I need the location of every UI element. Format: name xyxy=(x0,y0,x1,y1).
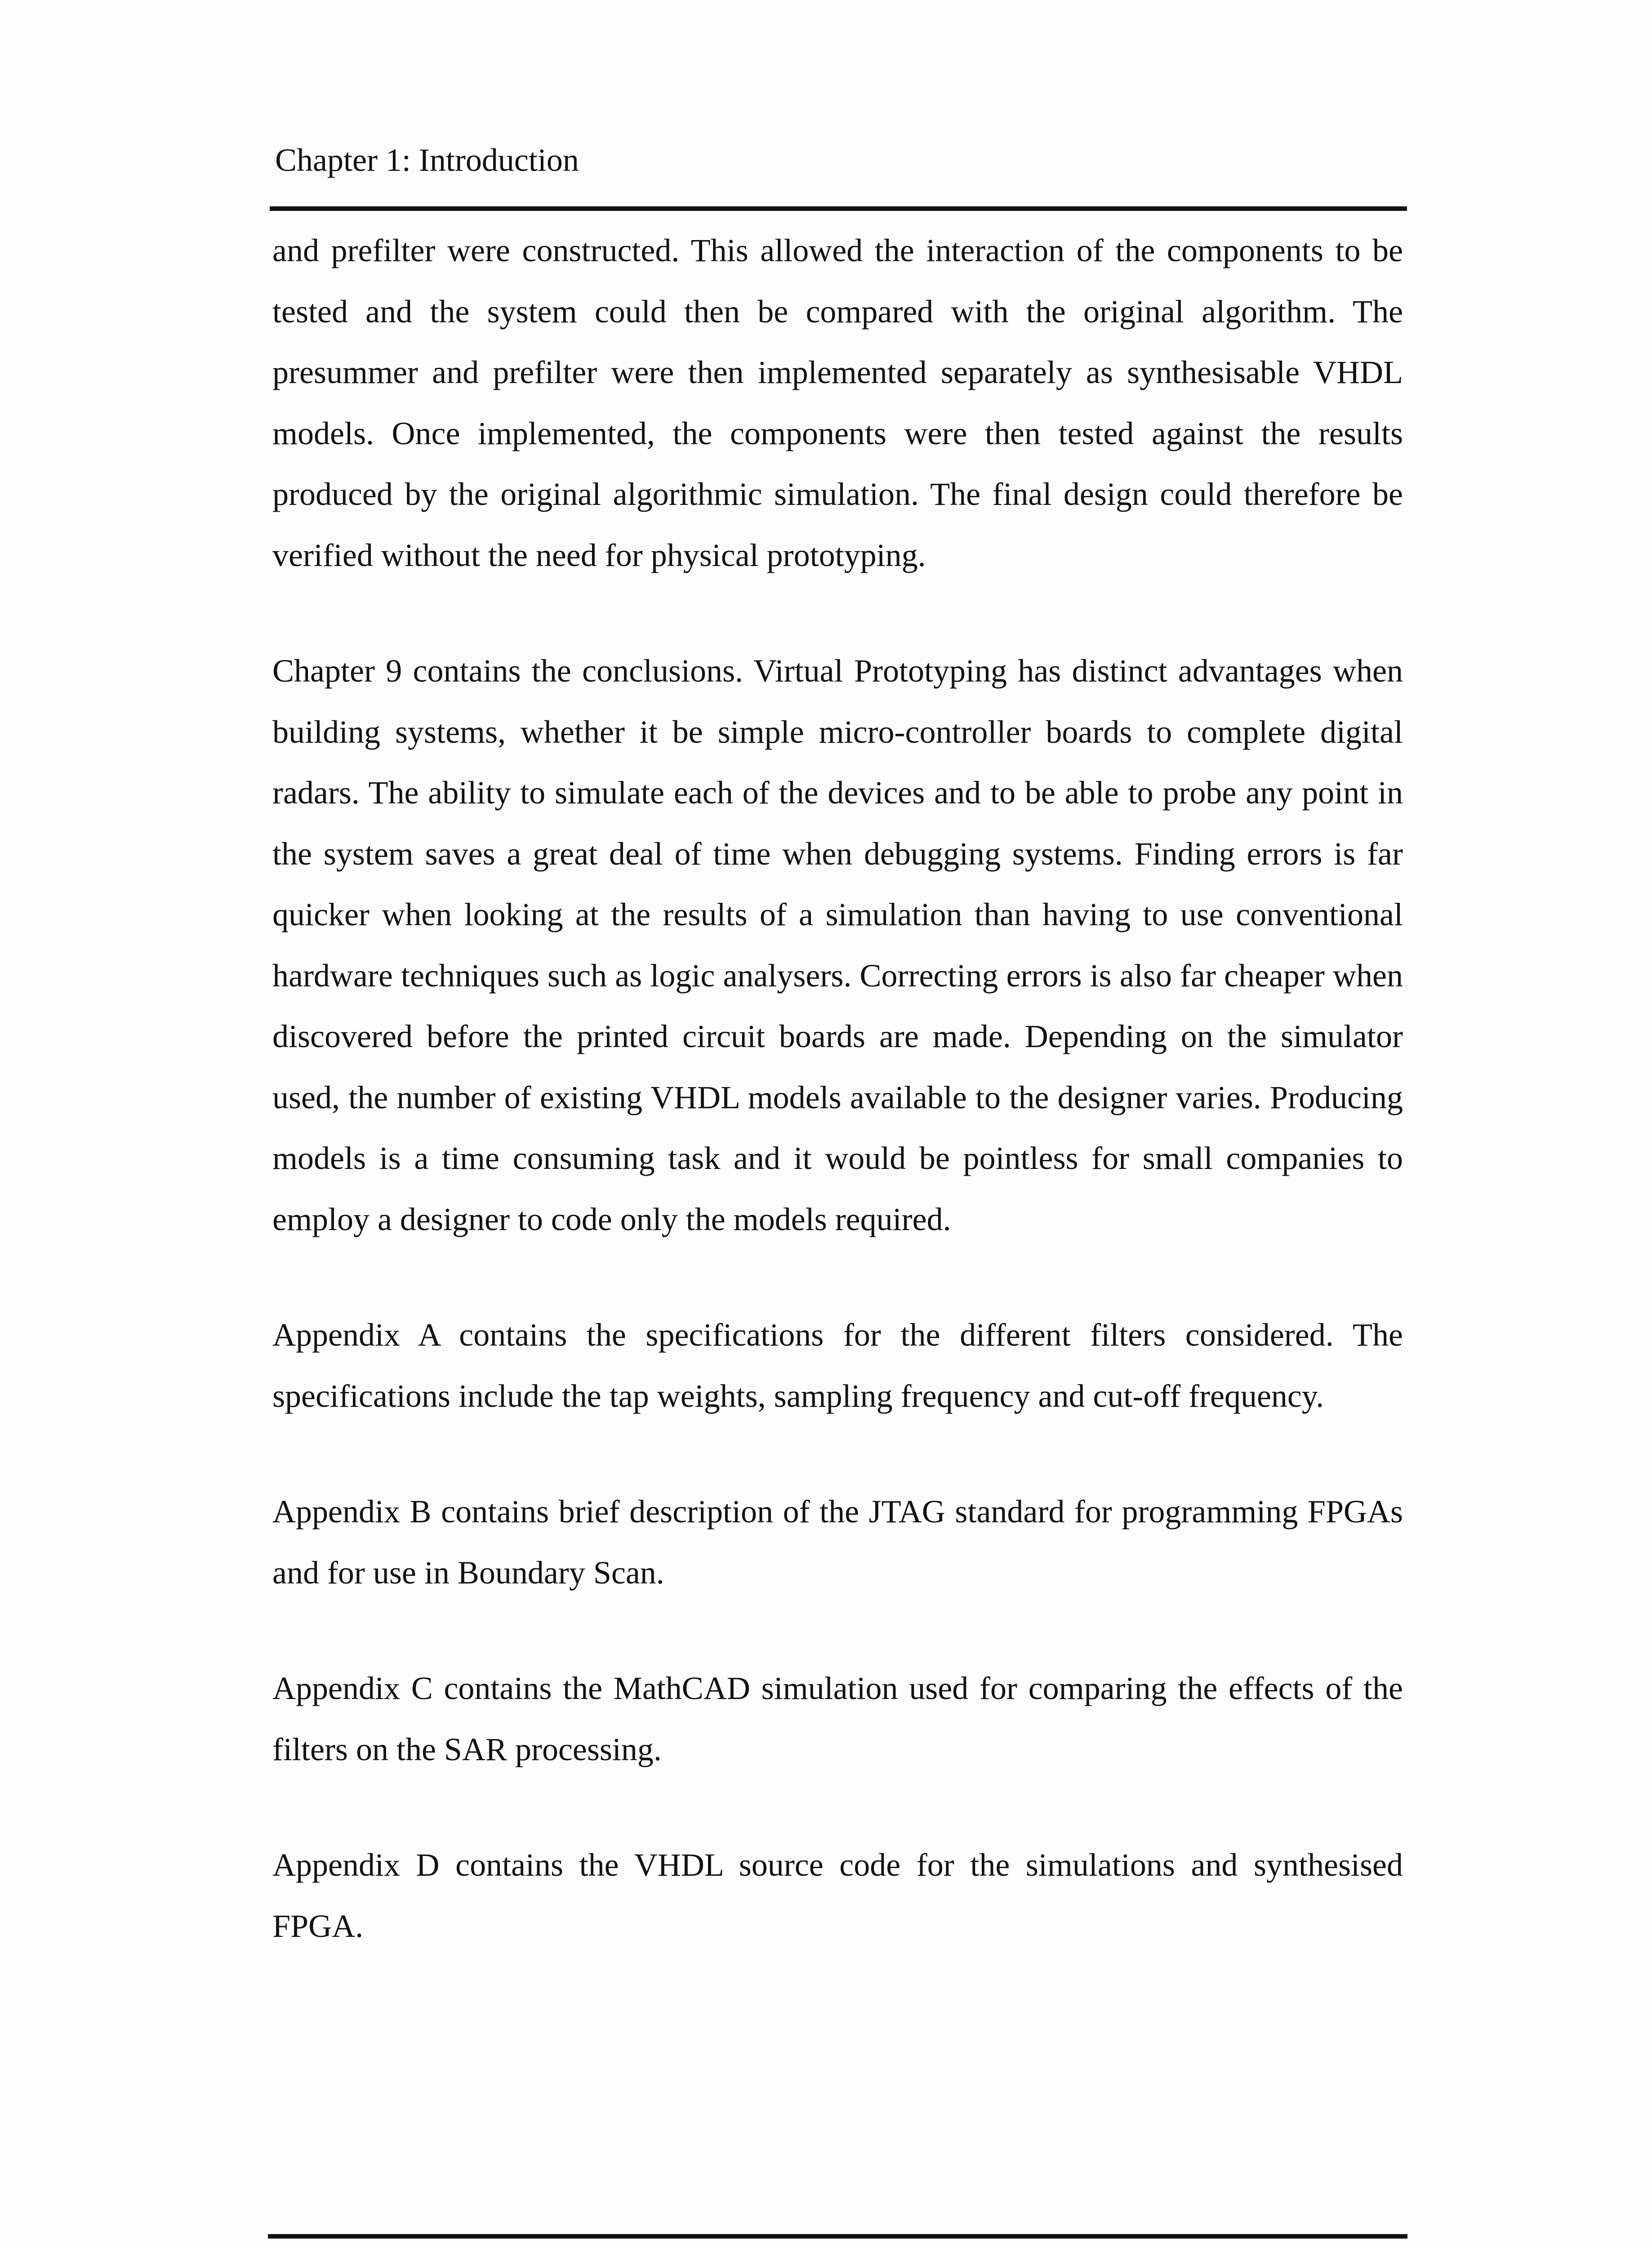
running-header: Chapter 1: Introduction xyxy=(275,142,579,178)
footer-rule xyxy=(268,2234,1407,2239)
paragraph-prefilter-verification: and prefilter were constructed. This allowed the interaction of the components to be tested and the system could then be compared with the original algorithm. The presummer and prefilter were then implemented separately as synthesisable VHDL models. Once implemented, the components were then tested against the results produced by the original algorithmic simulation. The final design could therefore be verified without the need for physical prototyping. xyxy=(272,232,1403,573)
paragraph-chapter-9-conclusions: Chapter 9 contains the conclusions. Virtual Prototyping has distinct advantages when building systems, whether it be simple micro-controller boards to complete digital radars. The ability to simulate each of the devices and to be able to probe any point in the system saves a great deal of time when debugging systems. Finding errors is far quicker when looking at the results of a simulation than having to use conventional hardware techniques such as logic analysers. Correcting errors is also far cheaper when discovered before the printed circuit boards are made. Depending on the simulator used, the number of existing VHDL models available to the designer varies. Producing models is a time consuming task and it would be pointless for small companies to employ a designer to code only the models required. xyxy=(272,653,1403,1237)
paragraph-appendix-b: Appendix B contains brief description of the JTAG standard for programming FPGAs and for use in Boundary Scan. xyxy=(272,1494,1403,1591)
paragraph-appendix-a: Appendix A contains the specifications for the different filters considered. The specifications include the tap weights, sampling frequency and cut-off frequency. xyxy=(272,1317,1403,1414)
body-text xyxy=(272,220,1403,2012)
header-rule xyxy=(270,206,1407,211)
paragraph-appendix-d: Appendix D contains the VHDL source code for the simulations and synthesised FPGA. xyxy=(272,1847,1403,1944)
paragraph-appendix-c: Appendix C contains the MathCAD simulation used for comparing the effects of the filters on the SAR processing. xyxy=(272,1670,1403,1767)
